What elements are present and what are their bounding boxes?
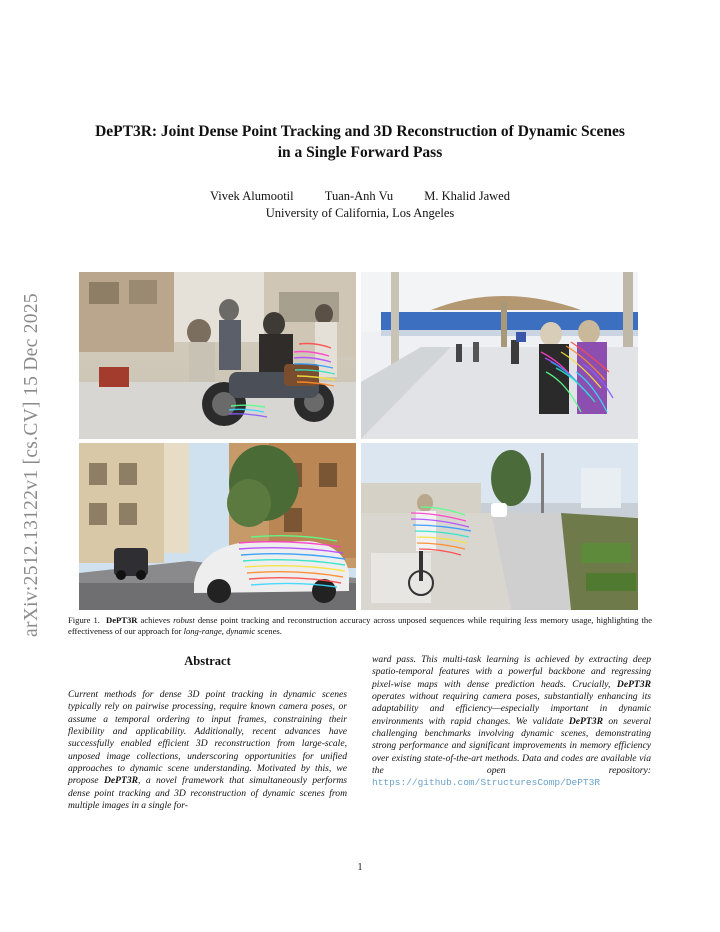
author-name: Vivek Alumootil bbox=[210, 189, 294, 203]
motorcycle-scene-image bbox=[79, 272, 356, 439]
author-block bbox=[60, 188, 660, 222]
abstract-text: on several challenging benchmarks involving dynamic scenes, demonstrating strong performance and significant improvements in memory efficiency over existing state-of-the-art methods. Data and codes are available via the open repository: bbox=[372, 715, 651, 777]
bike-path-scene-image bbox=[361, 443, 638, 610]
title-line-2: in a Single Forward Pass bbox=[277, 144, 443, 161]
abstract-text: , a novel framework that simultaneously performs dense point tracking and 3D reconstruction of dynamic scenes from multiple images in a single for- bbox=[68, 775, 347, 812]
figure-panel-city-street bbox=[79, 443, 356, 610]
paper-title bbox=[60, 121, 660, 163]
figure-panel-bike-path bbox=[361, 443, 638, 610]
author-names bbox=[60, 188, 660, 205]
figure-1-caption bbox=[68, 615, 652, 637]
caption-text: scenes. bbox=[255, 626, 282, 637]
caption-emphasis: robust bbox=[173, 615, 195, 625]
abstract-heading: Abstract bbox=[184, 654, 231, 668]
caption-text: dense point tracking and reconstruction accuracy across unposed sequences while requiring bbox=[194, 615, 525, 625]
abstract-text: Current methods for dense 3D point tracking in dynamic scenes typically rely on pairwise processing, require known camera poses, or assume a temporal ordering to input frames, constraining their flexibility and applicability. Additionally, recent advances have successfully enabled efficient 3D reconstruction from large-scale, unposed image collections, underscoring opportunities for unified approaches to dynamic scene understanding. Motivated by this, we propose bbox=[68, 689, 347, 787]
arxiv-stamp-text: arXiv:2512.13122v1 [cs.CV] 15 Dec 2025 bbox=[21, 293, 42, 637]
figure-1-image-grid bbox=[79, 272, 638, 610]
boardwalk-scene-image bbox=[361, 272, 638, 439]
abstract-text: ward pass. This multi-task learning is achieved by extracting deep spatio-temporal features with a powerful backbone and regressing pixel-wise maps with dense prediction heads. Crucially, bbox=[372, 654, 651, 690]
abstract-paragraph-right bbox=[372, 654, 651, 790]
abstract-model-name: DePT3R bbox=[568, 715, 603, 727]
abstract-paragraph-left bbox=[68, 689, 347, 812]
abstract-right-column bbox=[372, 654, 651, 790]
caption-text: achieves bbox=[137, 615, 174, 625]
caption-model-name: DePT3R bbox=[105, 615, 138, 625]
city-street-scene-image bbox=[79, 443, 356, 610]
page-number: 1 bbox=[357, 862, 363, 873]
figure-panel-boardwalk bbox=[361, 272, 638, 439]
caption-emphasis: long-range, dynamic bbox=[183, 626, 256, 637]
abstract-left-column bbox=[68, 654, 347, 812]
abstract-model-name: DePT3R bbox=[103, 775, 139, 787]
caption-prefix: Figure 1. bbox=[68, 615, 100, 625]
repository-link[interactable]: https://github.com/StructuresComp/DePT3R bbox=[372, 777, 601, 789]
author-name: Tuan-Anh Vu bbox=[324, 189, 394, 203]
title-line-1: DePT3R: Joint Dense Point Tracking and 3D Reconstruction of Dynamic Scenes bbox=[95, 123, 625, 140]
caption-text: memory usage, highlighting the effectiveness of our approach for bbox=[68, 615, 653, 637]
figure-panel-motorcycle bbox=[79, 272, 356, 439]
abstract-model-name: DePT3R bbox=[616, 678, 651, 690]
caption-emphasis: less bbox=[524, 615, 538, 625]
abstract-text: operates without requiring camera poses, substantially enhancing its adaptability and efficiency—especially important in dynamic environments with rapid changes. We validate bbox=[372, 691, 651, 727]
author-name: M. Khalid Jawed bbox=[424, 189, 510, 203]
affiliation: University of California, Los Angeles bbox=[265, 206, 455, 220]
arxiv-identifier-stamp bbox=[12, 255, 52, 675]
